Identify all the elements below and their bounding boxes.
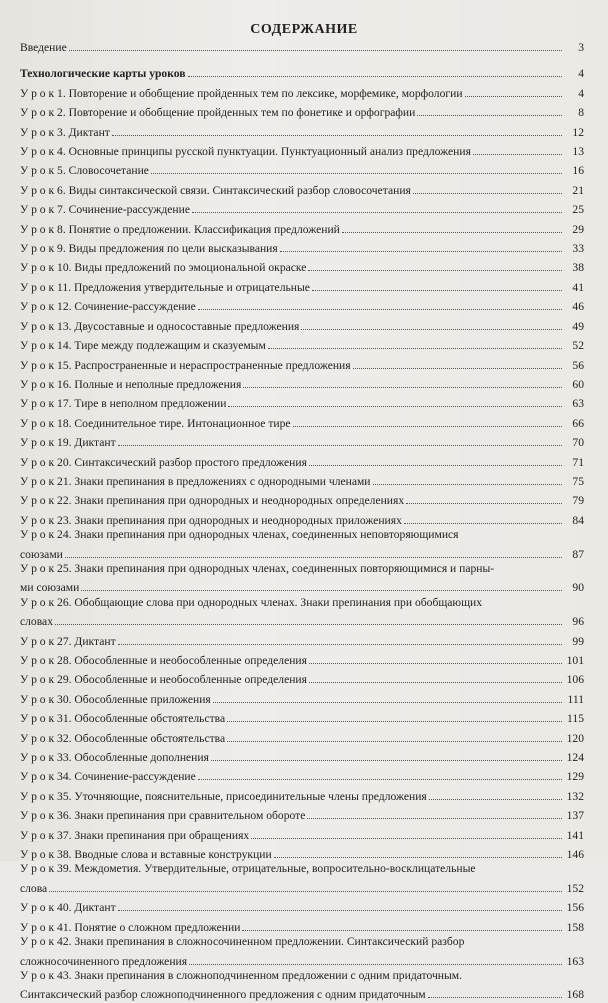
toc-entry	[20, 688, 584, 707]
toc-entry-title: У р о к 21. Знаки препинания в предложениях с однородными членами	[20, 474, 371, 488]
toc-entry-title: У р о к 22. Знаки препинания при однородных и неоднородных определениях	[20, 494, 405, 508]
toc-page-number: 29	[572, 222, 584, 236]
toc-entry	[20, 509, 584, 528]
toc-page-number: 132	[566, 789, 584, 803]
dot-leader	[49, 877, 562, 892]
toc-entry-title-line1: У р о к 26. Обобщающие слова при однородных членах. Знаки препинания при обобщающих	[20, 595, 483, 609]
toc-entry-title: У р о к 32. Обособленные обстоятельства	[20, 731, 226, 745]
toc-entry-title: У р о к 12. Сочинение-рассуждение	[20, 300, 196, 314]
toc-entry	[20, 727, 584, 746]
toc-page-number: 111	[567, 692, 584, 706]
toc-entry	[20, 159, 584, 178]
dot-leader	[213, 688, 562, 703]
toc-page-number: 21	[572, 183, 584, 197]
toc-entry-title: У р о к 27. Диктант	[20, 634, 116, 648]
dot-leader	[188, 62, 562, 77]
toc-entry	[20, 707, 584, 726]
dot-leader	[280, 237, 562, 252]
toc-entry-title: сложносочиненного предложения	[20, 954, 188, 968]
toc-entry-title: слова	[20, 881, 48, 895]
dot-leader	[309, 649, 562, 664]
toc-page-number: 168	[566, 988, 584, 1002]
toc-entry	[20, 489, 584, 508]
toc-page-number: 141	[566, 828, 584, 842]
toc-page-number: 87	[572, 547, 584, 561]
toc-page-number: 49	[572, 319, 584, 333]
toc-entry-title: У р о к 5. Словосочетание	[20, 164, 149, 178]
dot-leader	[428, 983, 562, 998]
toc-entry-title: У р о к 10. Виды предложений по эмоциональной окраске	[20, 261, 307, 275]
toc-entry-title: союзами	[20, 547, 63, 561]
dot-leader	[227, 727, 562, 742]
dot-leader	[301, 315, 562, 330]
toc-entry	[20, 668, 584, 687]
dot-leader	[293, 412, 562, 427]
toc-entry-title: У р о к 15. Распространенные и нераспространенные предложения	[20, 358, 351, 372]
toc-entry	[20, 101, 584, 120]
toc-entry	[20, 140, 584, 159]
toc-entry	[20, 198, 584, 217]
toc-entry-title: У р о к 7. Сочинение-рассуждение	[20, 203, 190, 217]
dot-leader	[118, 431, 562, 446]
toc-entry-title: У р о к 34. Сочинение-рассуждение	[20, 770, 196, 784]
toc-entry	[20, 596, 584, 630]
dot-leader	[65, 543, 562, 558]
toc-entry	[20, 256, 584, 275]
toc-page-number: 79	[572, 494, 584, 508]
toc-page-number: 4	[578, 86, 584, 100]
toc-entry-title: У р о к 6. Виды синтаксической связи. Синтаксический разбор словосочетания	[20, 183, 411, 197]
dot-leader	[308, 256, 562, 271]
toc-entry-title: У р о к 28. Обособленные и необособленные определения	[20, 654, 307, 667]
toc-page-number: 71	[572, 455, 584, 469]
dot-leader	[465, 82, 562, 97]
toc-page-number: 41	[572, 280, 584, 294]
dot-leader	[413, 179, 562, 194]
toc-entry-title-line1: У р о к 39. Междометия. Утвердительные, отрицательные, вопросительно-восклицательные	[20, 862, 476, 876]
toc-entry	[20, 824, 584, 843]
dot-leader	[198, 765, 562, 780]
dot-leader	[309, 451, 562, 466]
dot-leader	[198, 295, 562, 310]
toc-entry	[20, 412, 584, 431]
toc-entry	[20, 843, 584, 862]
toc-entry	[20, 218, 584, 237]
toc-page-number: 101	[566, 654, 584, 667]
toc-page-number: 99	[572, 634, 584, 648]
dot-leader	[55, 610, 562, 625]
dot-leader	[406, 489, 562, 504]
dot-leader	[404, 509, 562, 524]
toc-page-number: 163	[566, 954, 584, 968]
toc-page-number: 56	[572, 358, 584, 372]
toc-page-number: 156	[566, 901, 584, 915]
dot-leader	[251, 824, 562, 839]
toc-entry-title: У р о к 29. Обособленные и необособленные определения	[20, 673, 307, 687]
toc-entry-title: У р о к 3. Диктант	[20, 125, 110, 139]
toc-page-number: 96	[572, 615, 584, 629]
toc-entry-title: ми союзами	[20, 581, 80, 595]
dot-leader	[242, 916, 562, 931]
toc-entry-title-line1: У р о к 43. Знаки препинания в сложноподчиненном предложении с одним придаточным.	[20, 968, 463, 982]
toc-entry-title: У р о к 37. Знаки препинания при обращениях	[20, 828, 250, 842]
toc-entry	[20, 82, 584, 101]
toc-entry-title: У р о к 33. Обособленные дополнения	[20, 751, 209, 765]
dot-leader	[417, 101, 562, 116]
toc-entry-title: У р о к 19. Диктант	[20, 436, 116, 450]
dot-leader	[118, 896, 562, 911]
toc-entry	[20, 121, 584, 140]
toc-entry-title: У р о к 4. Основные принципы русской пунктуации. Пунктуационный анализ предложения	[20, 145, 471, 159]
toc-entry	[20, 470, 584, 489]
toc-page-number: 129	[566, 770, 584, 784]
toc-entry	[20, 36, 584, 55]
toc-page-number: 84	[572, 513, 584, 527]
toc-entry-title: У р о к 1. Повторение и обобщение пройденных тем по лексике, морфемике, морфологии	[20, 86, 463, 100]
dot-leader	[274, 843, 562, 858]
toc-entry-title: У р о к 16. Полные и неполные предложения	[20, 377, 242, 391]
toc-entry	[20, 354, 584, 373]
toc-entry-title: У р о к 38. Вводные слова и вставные конструкции	[20, 848, 272, 862]
page-title: СОДЕРЖАНИЕ	[250, 22, 358, 37]
toc-entry	[20, 237, 584, 256]
toc-page-number: 4	[578, 67, 584, 81]
toc-entry-title: У р о к 11. Предложения утвердительные и отрицательные	[20, 280, 310, 294]
toc-page-number: 70	[572, 436, 584, 450]
toc-entry-title-line1: У р о к 24. Знаки препинания при однородных членах, соединенных неповторяющимися	[20, 528, 459, 542]
toc-entry	[20, 392, 584, 411]
dot-leader	[227, 707, 562, 722]
dot-leader	[118, 630, 562, 645]
dot-leader	[373, 470, 562, 485]
toc-entry	[20, 630, 584, 649]
dot-leader	[243, 373, 562, 388]
toc-page-number: 38	[572, 261, 584, 275]
toc-page-number: 90	[572, 581, 584, 595]
dot-leader	[342, 218, 562, 233]
dot-leader	[69, 36, 562, 51]
toc-entry-title: У р о к 20. Синтаксический разбор простого предложения	[20, 455, 307, 469]
toc-entry	[20, 765, 584, 784]
toc-entry-title: У р о к 36. Знаки препинания при сравнительном обороте	[20, 809, 306, 823]
toc-entry-title: У р о к 35. Уточняющие, пояснительные, присоединительные члены предложения	[20, 789, 427, 803]
toc-entry	[20, 746, 584, 765]
toc-page-number: 66	[572, 416, 584, 430]
toc-entry	[20, 562, 584, 596]
toc-entry-title-line1: У р о к 25. Знаки препинания при однородных членах, соединенных повторяющимися и парны-	[20, 561, 495, 575]
toc-entry-title-line1: У р о к 42. Знаки препинания в сложносочиненном предложении. Синтаксический разбор	[20, 935, 465, 949]
toc-page-number: 120	[566, 731, 584, 745]
toc-page-number: 52	[572, 339, 584, 353]
toc-page-number: 158	[566, 920, 584, 934]
toc-entry	[20, 649, 584, 668]
toc-entry	[20, 528, 584, 562]
toc-page-number: 13	[572, 145, 584, 159]
toc-entry	[20, 295, 584, 314]
toc-entry-title: У р о к 41. Понятие о сложном предложении	[20, 920, 241, 934]
toc-entry-title: У р о к 18. Соединительное тире. Интонационное тире	[20, 416, 291, 430]
toc-entry	[20, 785, 584, 804]
toc-page-number: 106	[566, 673, 584, 687]
toc-entry	[20, 935, 584, 969]
toc-entry	[20, 179, 584, 198]
toc-entry	[20, 804, 584, 823]
toc-page-number: 33	[572, 242, 584, 256]
toc-entry	[20, 276, 584, 295]
toc-page-number: 115	[567, 712, 584, 726]
toc-page-number: 25	[572, 203, 584, 217]
toc-entry	[20, 431, 584, 450]
toc-entry	[20, 451, 584, 470]
toc-entry-title: Технологические карты уроков	[20, 67, 186, 81]
dot-leader	[81, 576, 562, 591]
toc-entry-title: У р о к 2. Повторение и обобщение пройденных тем по фонетике и орфографии	[20, 106, 416, 120]
toc-entry-title: Введение	[20, 41, 67, 54]
toc-entry-title: У р о к 13. Двусоставные и односоставные предложения	[20, 319, 300, 333]
dot-leader	[228, 392, 562, 407]
toc-page-number: 60	[572, 377, 584, 391]
toc-entry-title: У р о к 17. Тире в неполном предложении	[20, 397, 227, 411]
toc-entry-title: У р о к 31. Обособленные обстоятельства	[20, 712, 226, 726]
toc-page-number: 12	[572, 125, 584, 139]
dot-leader	[112, 121, 562, 136]
toc-page-number: 46	[572, 300, 584, 314]
table-of-contents	[20, 36, 588, 1003]
toc-page-number: 3	[578, 41, 584, 54]
toc-entry-title: У р о к 9. Виды предложения по цели высказывания	[20, 242, 278, 256]
dot-leader	[473, 140, 562, 155]
toc-entry-title: У р о к 23. Знаки препинания при однородных и неоднородных приложениях	[20, 513, 402, 527]
dot-leader	[309, 668, 562, 683]
toc-entry	[20, 315, 584, 334]
dot-leader	[268, 334, 562, 349]
toc-entry	[20, 862, 584, 896]
toc-entry-title: словах	[20, 615, 53, 629]
dot-leader	[151, 159, 562, 174]
dot-leader	[192, 198, 562, 213]
dot-leader	[353, 354, 562, 369]
toc-page-number: 8	[578, 106, 584, 120]
toc-entry	[20, 373, 584, 392]
toc-entry-title: У р о к 30. Обособленные приложения	[20, 692, 211, 706]
dot-leader	[429, 785, 562, 800]
dot-leader	[189, 950, 562, 965]
toc-entry-title: У р о к 40. Диктант	[20, 901, 116, 915]
toc-entry	[20, 334, 584, 353]
toc-page-number: 16	[572, 164, 584, 178]
toc-entry-title: У р о к 14. Тире между подлежащим и сказуемым	[20, 339, 266, 353]
toc-entry	[20, 916, 584, 935]
toc-page-number: 146	[566, 848, 584, 862]
toc-page-number: 124	[566, 751, 584, 765]
dot-leader	[211, 746, 562, 761]
toc-entry-title: У р о к 8. Понятие о предложении. Классификация предложений	[20, 222, 340, 236]
toc-page-number: 137	[566, 809, 584, 823]
toc-entry-title: Синтаксический разбор сложноподчиненного предложения с одним придаточным	[20, 988, 426, 1002]
dot-leader	[307, 804, 562, 819]
toc-page-number: 63	[572, 397, 584, 411]
toc-page-number: 152	[566, 881, 584, 895]
toc-entry	[20, 969, 584, 1003]
toc-page-number: 75	[572, 474, 584, 488]
toc-entry	[20, 896, 584, 915]
toc-entry	[20, 62, 584, 81]
dot-leader	[312, 276, 562, 291]
section-gap	[20, 55, 588, 62]
